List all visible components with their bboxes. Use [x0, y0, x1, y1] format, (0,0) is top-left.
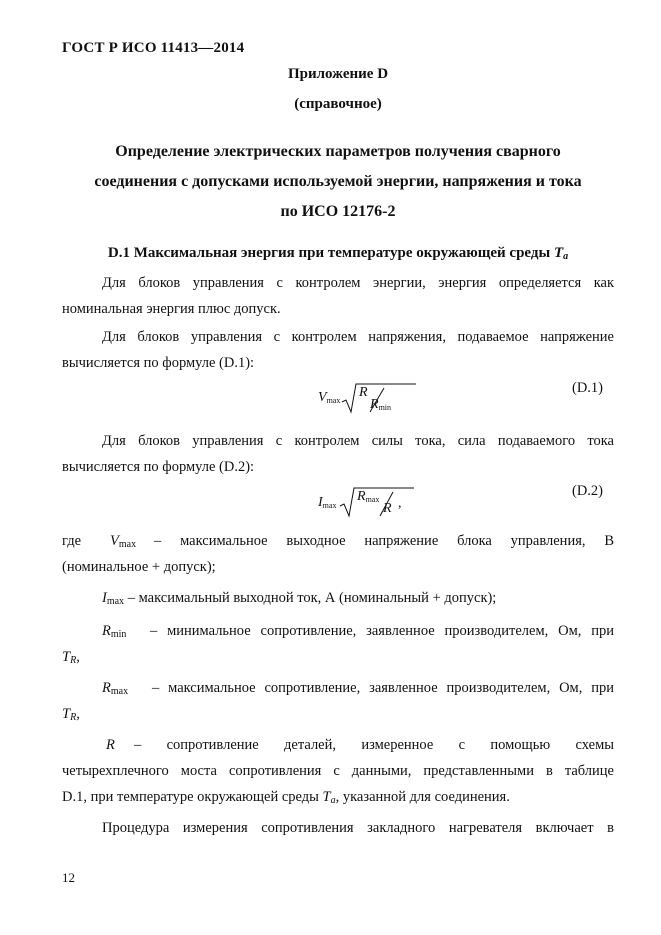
def-text: – минимальное сопротивление, заявленное производителем, Ом, при — [150, 623, 614, 639]
heading-line: по ИСО 12176-2 — [280, 203, 396, 220]
paragraph-line: Для блоков управления с контролем силы тока, сила подаваемого тока — [102, 433, 614, 449]
def-symbol-sub: max — [106, 596, 125, 607]
document-header: ГОСТ Р ИСО 11413—2014 — [62, 40, 245, 56]
def-text: , указанной для соединения. — [335, 789, 510, 805]
paragraph-line: Процедура измерения сопротивления закладного нагревателя включает в — [102, 820, 614, 836]
def-symbol: T — [322, 789, 331, 805]
page-number: 12 — [62, 870, 75, 885]
section-var-sub: a — [563, 251, 569, 262]
def-text: – максимальное выходное напряжение блока управления, В — [154, 533, 614, 549]
section-var: T — [553, 245, 564, 261]
formula-var: I — [318, 495, 323, 510]
formula-comma: , — [398, 496, 402, 511]
definition-line: (номинальное + допуск); — [62, 559, 216, 575]
where-word: где — [62, 533, 82, 549]
heading-line: соединения с допусками используемой энергии, напряжения и тока — [94, 173, 582, 190]
paragraph-line: Для блоков управления с контролем энергии, энергия определяется как — [102, 275, 614, 291]
appendix-subtitle: (справочное) — [294, 96, 382, 112]
appendix-title: Приложение D — [287, 66, 389, 82]
formula-d2 — [318, 484, 418, 520]
definition-line — [62, 701, 614, 731]
formula-numerator: R — [357, 489, 366, 504]
paragraph-line: Для блоков управления с контролем напряжения, подаваемое напряжение — [102, 329, 614, 345]
def-symbol-sub: min — [110, 629, 127, 640]
definition-line: четырехплечного моста сопротивления с данными, представленными в таблице — [62, 763, 614, 779]
definition-r — [62, 732, 614, 758]
def-tail: , — [76, 649, 80, 665]
def-text: – сопротивление деталей, измеренное с помощью схемы — [134, 737, 614, 753]
formula-number: (D.2) — [572, 483, 604, 499]
def-symbol-sub: a — [330, 795, 336, 806]
paragraph-line: вычисляется по формуле (D.1): — [62, 355, 255, 371]
definition-imax — [62, 585, 654, 615]
def-text: – максимальное сопротивление, заявленное производителем, Ом, при — [152, 680, 614, 696]
formula-sub: min — [378, 403, 392, 412]
def-symbol-sub: max — [110, 686, 129, 697]
def-symbol: R — [106, 737, 115, 753]
definition-line — [62, 644, 614, 674]
formula-sub: max — [326, 396, 341, 405]
def-symbol: T — [62, 649, 71, 665]
def-symbol: R — [102, 680, 111, 696]
def-symbol-sub: max — [118, 539, 137, 550]
def-symbol: I — [102, 590, 107, 606]
heading-line: Определение электрических параметров получения сварного — [115, 143, 561, 160]
section-heading — [62, 245, 614, 262]
formula-number: (D.1) — [572, 380, 604, 396]
formula-denominator: R — [370, 397, 379, 412]
formula-var: V — [318, 390, 327, 405]
formula-numerator: R — [359, 385, 368, 400]
appendix-heading — [62, 137, 614, 227]
def-symbol-sub: R — [70, 712, 77, 723]
paragraph-line: вычисляется по формуле (D.2): — [62, 459, 255, 475]
paragraph-line: номинальная энергия плюс допуск. — [62, 301, 281, 317]
section-heading-text: D.1 Максимальная энергия при температуре окружающей среды — [107, 245, 554, 261]
formula-d1 — [318, 380, 418, 416]
definition-line — [62, 784, 614, 814]
def-symbol: T — [62, 706, 71, 722]
def-symbol-sub: R — [70, 655, 77, 666]
def-symbol: V — [110, 533, 119, 549]
def-text: – максимальный выходной ток, А (номинальный + допуск); — [127, 590, 497, 606]
formula-sub: max — [365, 495, 380, 504]
def-symbol: R — [102, 623, 111, 639]
formula-denominator: R — [383, 501, 392, 516]
def-text: D.1, при температуре окружающей среды — [62, 789, 323, 805]
formula-sub: max — [322, 501, 337, 510]
def-tail: , — [76, 706, 80, 722]
